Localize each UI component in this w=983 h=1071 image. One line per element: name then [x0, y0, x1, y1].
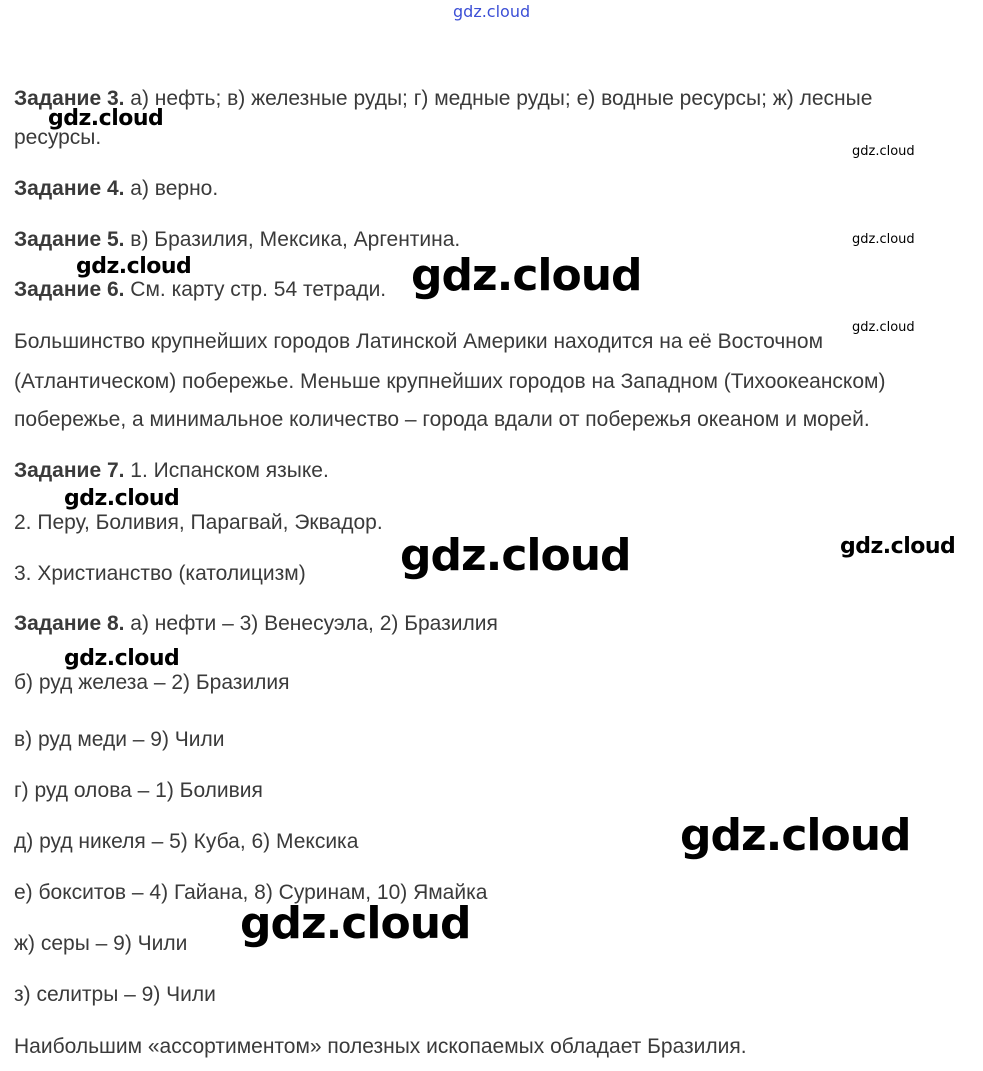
task-6-para-text-2: (Атлантическом) побережье. Меньше крупнейших городов на Западном (Тихоокеанском) [14, 370, 886, 393]
task-5-label: Задание 5. [14, 228, 125, 251]
task-8-item-b [14, 670, 289, 696]
watermark: gdz.cloud [64, 486, 180, 511]
task-8-item-z [14, 982, 216, 1008]
task-8-item-zh-text: ж) серы – 9) Чили [14, 932, 188, 955]
task-8-item-e-text: е) бокситов – 4) Гайана, 8) Суринам, 10) Ямайка [14, 881, 488, 904]
task-7-item-2-text: 2. Перу, Боливия, Парагвай, Эквадор. [14, 511, 383, 534]
task-4-text: а) верно. [124, 177, 219, 200]
conclusion-text: Наибольшим «ассортиментом» полезных ископаемых обладает Бразилия. [14, 1035, 747, 1058]
watermark: gdz.cloud [840, 534, 956, 559]
task-7-item-3-text: 3. Христианство (католицизм) [14, 562, 306, 585]
task-8-item-z-text: з) селитры – 9) Чили [14, 983, 216, 1006]
task-6-para-line-1 [14, 329, 823, 355]
task-8-item-v-text: в) руд меди – 9) Чили [14, 728, 225, 751]
task-4-label: Задание 4. [14, 177, 125, 200]
task-5-text: в) Бразилия, Мексика, Аргентина. [124, 228, 461, 251]
watermark: gdz.cloud [852, 144, 915, 159]
task-3-label: Задание 3. [14, 87, 125, 110]
task-7-text: 1. Испанском языке. [124, 459, 329, 482]
task-6-para-line-2 [14, 369, 885, 395]
watermark: gdz.cloud [76, 254, 192, 279]
task-6-para-text-1: Большинство крупнейших городов Латинской Америки находится на её Восточном [14, 330, 824, 353]
task-6-para-line-3 [14, 407, 870, 433]
watermark: gdz.cloud [852, 320, 915, 335]
watermark: gdz.cloud [411, 250, 642, 301]
task-7-item-2 [14, 510, 383, 536]
task-8-item-d [14, 829, 358, 855]
task-8-item-g-text: г) руд олова – 1) Боливия [14, 779, 263, 802]
task-8-line [14, 611, 498, 637]
task-5-line [14, 227, 460, 253]
watermark-top: gdz.cloud [453, 2, 531, 21]
task-7-item-3 [14, 561, 306, 587]
task-3-text: а) нефть; в) железные руды; г) медные руды; е) водные ресурсы; ж) лесные [124, 87, 873, 110]
task-8-item-zh [14, 931, 187, 957]
task-8-item-d-text: д) руд никеля – 5) Куба, 6) Мексика [14, 830, 359, 853]
task-8-label: Задание 8. [14, 612, 125, 635]
task-6-line [14, 277, 386, 303]
watermark: gdz.cloud [48, 106, 164, 131]
watermark: gdz.cloud [852, 232, 915, 247]
task-6-para-text-3: побережье, а минимальное количество – города вдали от побережья океаном и морей. [14, 408, 870, 431]
task-6-text: См. карту стр. 54 тетради. [124, 278, 387, 301]
task-7-label: Задание 7. [14, 459, 125, 482]
task-7-line [14, 458, 329, 484]
watermark: gdz.cloud [240, 898, 471, 949]
task-6-label: Задание 6. [14, 278, 125, 301]
task-8-item-v [14, 727, 225, 753]
watermark: gdz.cloud [400, 530, 631, 581]
watermark: gdz.cloud [64, 646, 180, 671]
task-8-item-g [14, 778, 263, 804]
conclusion-line [14, 1034, 747, 1060]
task-4-line [14, 176, 218, 202]
task-3-text-cont: ресурсы. [14, 126, 102, 149]
task-8-item-b-text: б) руд железа – 2) Бразилия [14, 671, 290, 694]
watermark: gdz.cloud [680, 810, 911, 861]
task-8-text: а) нефти – 3) Венесуэла, 2) Бразилия [124, 612, 498, 635]
